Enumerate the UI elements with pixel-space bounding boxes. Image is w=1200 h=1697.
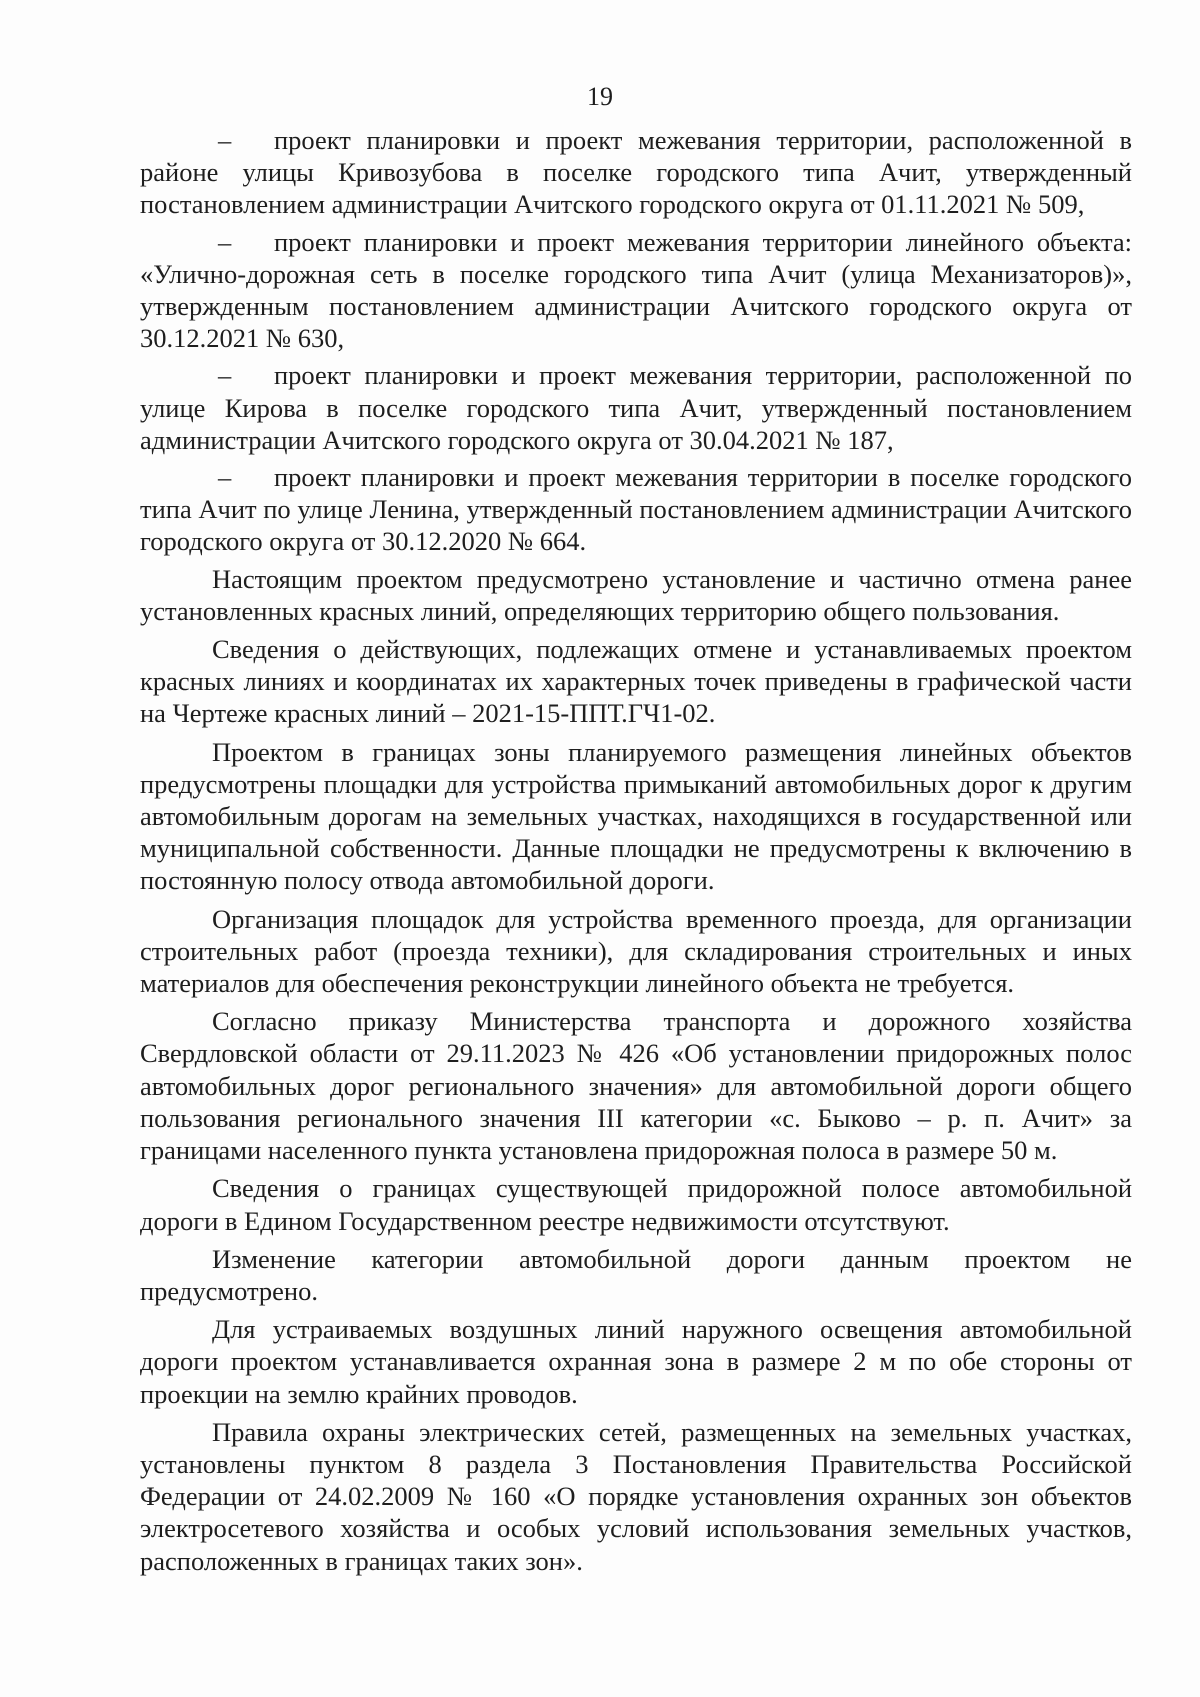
list-marker: – (218, 462, 232, 493)
paragraph-red-lines-info: Сведения о действующих, подлежащих отмене и устанавливаемых проектом красных линиях и координатах их характерных точек приведены в графической части на Чертеже красных линий – 2021-15-ППТ.ГЧ1-02. (140, 634, 1132, 729)
paragraph-egrn-info: Сведения о границах существующей придорожной полосе автомобильной дороги в Едином Государственном реестре недвижимости отсутствуют. (140, 1173, 1132, 1236)
list-item-text: проект планировки и проект межевания территории линейного объекта: «Улично-дорожная сеть в поселке городского типа Ачит (улица Механизаторов)», утвержденным постановлением администрации Ачитского городского округа от 30.12.2021 № 630, (140, 226, 1132, 354)
list-item-text: проект планировки и проект межевания территории, расположенной в районе улицы Кривозубова в поселке городского типа Ачит, утвержденный постановлением администрации Ачитского городского округа от 01.11.2021 № 509, (140, 125, 1132, 220)
document-body (140, 124, 1132, 1577)
paragraph-electric-rules: Правила охраны электрических сетей, размещенных на земельных участках, установлены пунктом 8 раздела 3 Постановления Правительства Российской Федерации от 24.02.2009 № 160 «О порядке установления охранных зон объектов электросетевого хозяйства и особых условий использования земельных участков, расположенных в границах таких зон». (140, 1416, 1132, 1576)
list-item (140, 124, 1132, 221)
list-item (140, 359, 1132, 456)
paragraph-red-lines: Настоящим проектом предусмотрено установление и частично отмена ранее установленных красных линий, определяющих территорию общего пользования. (140, 563, 1132, 626)
list-item-text: проект планировки и проект межевания территории, расположенной по улице Кирова в поселке городского типа Ачит, утвержденный постановлением администрации Ачитского городского округа от 30.04.2021 № 187, (140, 360, 1132, 455)
list-marker: – (218, 125, 232, 155)
list-item-text: проект планировки и проект межевания территории в поселке городского типа Ачит по улице Ленина, утвержденный постановлением администрации Ачитского городского округа от 30.12.2020 № 664. (140, 462, 1132, 557)
list-item (140, 226, 1132, 355)
paragraph-protection-zone: Для устраиваемых воздушных линий наружного освещения автомобильной дороги проектом устанавливается охранная зона в размере 2 м по обе стороны от проекции на землю крайних проводов. (140, 1314, 1132, 1409)
paragraph-junction-sites: Проектом в границах зоны планируемого размещения линейных объектов предусмотрены площадки для устройства примыканий автомобильных дорог к другим автомобильным дорогам на земельных участках, находящихся в государственной или муниципальной собственности. Данные площадки не предусмотрены к включению в постоянную полосу отвода автомобильной дороги. (140, 736, 1132, 896)
paragraph-roadside-strip: Согласно приказу Министерства транспорта и дорожного хозяйства Свердловской области от 29.11.2023 № 426 «Об установлении придорожных полос автомобильных дорог регионального значения» для автомобильной дороги общего пользования регионального значения III категории «с. Быково – р. п. Ачит» за границами населенного пункта установлена придорожная полоса в размере 50 м. (140, 1006, 1132, 1166)
list-marker: – (218, 226, 232, 257)
list-marker: – (218, 360, 232, 391)
page-number: 19 (587, 82, 613, 111)
paragraph-temporary-sites: Организация площадок для устройства временного проезда, для организации строительных работ (проезда техники), для складирования строительных и иных материалов для обеспечения реконструкции линейного объекта не требуется. (140, 903, 1132, 999)
list-item (140, 461, 1132, 558)
paragraph-road-category: Изменение категории автомобильной дороги данным проектом не предусмотрено. (140, 1243, 1132, 1306)
